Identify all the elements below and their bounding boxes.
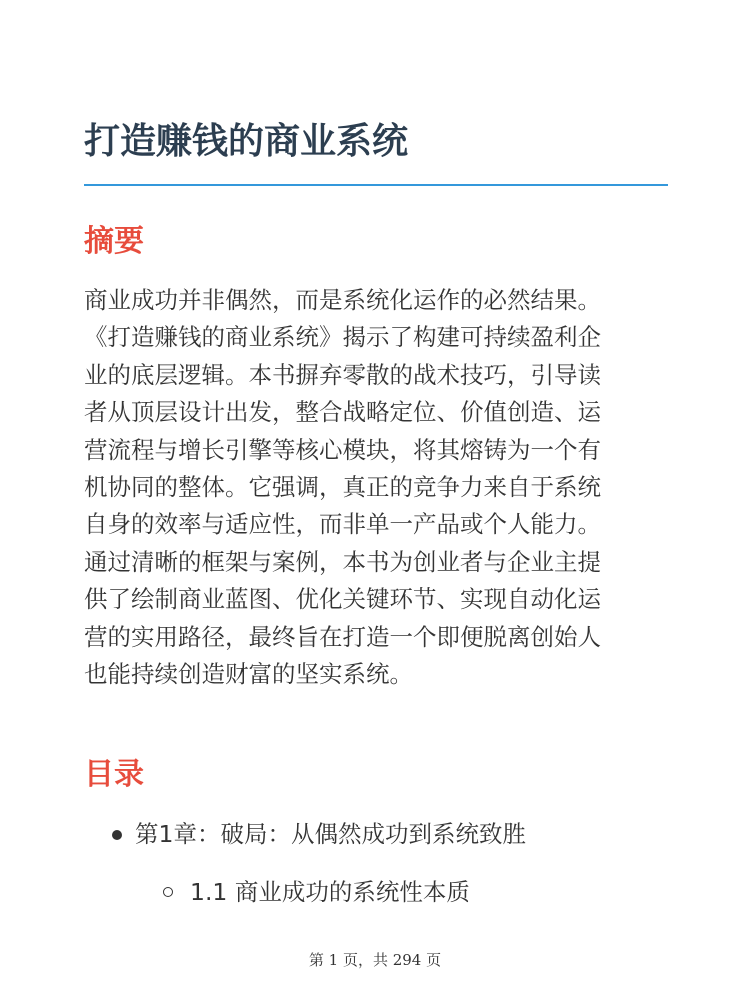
summary-line: 商业成功并非偶然，而是系统化运作的必然结果。 <box>84 286 601 314</box>
summary-line: 也能持续创造财富的坚实系统。 <box>84 660 413 689</box>
toc-item-section-1-1[interactable]: 1.1 商业成功的系统性本质 <box>190 878 470 906</box>
bullet-dot-icon <box>112 830 122 840</box>
summary-line: 营的实用路径，最终旨在打造一个即便脱离创始人 <box>84 622 601 651</box>
summary-line: 业的底层逻辑。本书摒弃零散的战术技巧，引导读 <box>84 360 601 389</box>
title-divider <box>84 184 668 186</box>
summary-line: 营流程与增长引擎等核心模块，将其熔铸为一个有 <box>84 435 601 464</box>
summary-heading: 摘要 <box>84 224 144 259</box>
summary-line: 机协同的整体。它强调，真正的竞争力来自于系统 <box>84 473 601 502</box>
summary-line: 自身的效率与适应性，而非单一产品或个人能力。 <box>84 510 601 539</box>
page-title: 打造赚钱的商业系统 <box>84 121 409 162</box>
page-number-footer: 第 1 页，共 294 页 <box>308 951 442 969</box>
summary-line: 《打造赚钱的商业系统》揭示了构建可持续盈利企 <box>84 323 601 352</box>
summary-paragraph <box>84 282 674 693</box>
summary-line: 供了绘制商业蓝图、优化关键环节、实现自动化运 <box>84 585 601 614</box>
summary-line: 通过清晰的框架与案例，本书为创业者与企业主提 <box>84 547 601 576</box>
toc-item-chapter-1[interactable]: 第1章：破局：从偶然成功到系统致胜 <box>135 820 526 848</box>
bullet-circle-icon <box>163 887 173 897</box>
toc-heading: 目录 <box>84 757 144 792</box>
summary-line: 者从顶层设计出发，整合战略定位、价值创造、运 <box>84 398 601 427</box>
